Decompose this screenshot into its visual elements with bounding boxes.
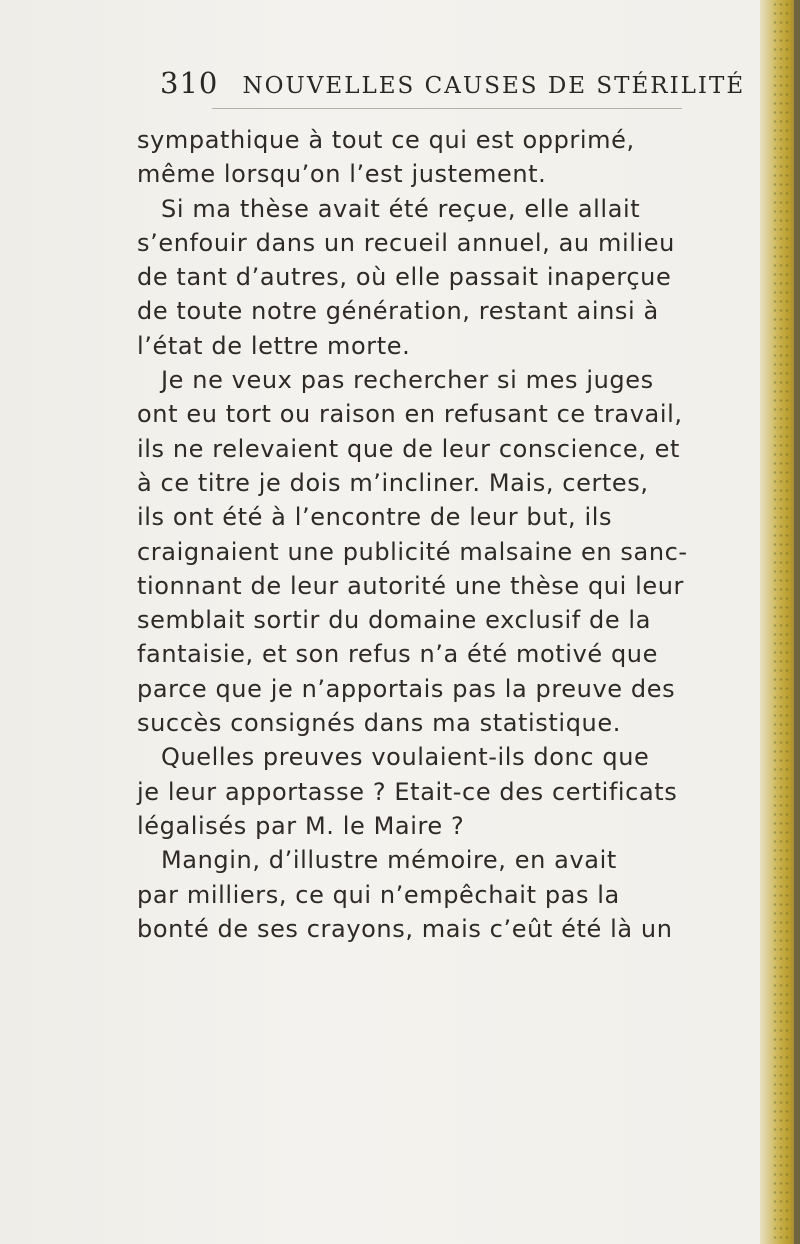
text-line: ils ne relevaient que de leur conscience, et: [137, 434, 681, 463]
text-line: ils ont été à l’encontre de leur but, ils: [137, 503, 613, 532]
header-rule: [212, 108, 682, 109]
body-text: [137, 123, 737, 946]
text-line: je leur apportasse ? Etait-ce des certificats: [137, 777, 678, 806]
page-edge-texture: [772, 0, 792, 1244]
text-line: bonté de ses crayons, mais c’eût été là un: [137, 914, 673, 943]
text-line: légalisés par M. le Maire ?: [137, 811, 465, 840]
text-line: de toute notre génération, restant ainsi à: [137, 297, 659, 326]
text-line: ont eu tort ou raison en refusant ce travail,: [137, 400, 683, 429]
text-line: Quelles preuves voulaient-ils donc que: [161, 743, 650, 772]
text-line: succès consignés dans ma statistique.: [137, 709, 621, 738]
text-line: semblait sortir du domaine exclusif de la: [137, 606, 651, 635]
page-number: 310: [160, 66, 219, 100]
text-line: Si ma thèse avait été reçue, elle allait: [161, 194, 641, 223]
page-edge-shadow: [794, 0, 800, 1244]
text-line: tionnant de leur autorité une thèse qui leur: [137, 571, 685, 600]
text-line: sympathique à tout ce qui est opprimé,: [137, 126, 635, 154]
text-line: Mangin, d’illustre mémoire, en avait: [161, 846, 617, 875]
page-header: [160, 66, 745, 100]
text-line: fantaisie, et son refus n’a été motivé que: [137, 640, 658, 669]
text-line: craignaient une publicité malsaine en sanc-: [137, 537, 688, 566]
text-line: parce que je n’apportais pas la preuve des: [137, 674, 676, 703]
text-line: à ce titre je dois m’incliner. Mais, certes,: [137, 468, 649, 497]
running-head: NOUVELLES CAUSES DE STÉRILITÉ: [242, 73, 746, 99]
text-line: par milliers, ce qui n’empêchait pas la: [137, 880, 620, 909]
text-line: même lorsqu’on l’est justement.: [137, 160, 547, 189]
text-line: s’enfouir dans un recueil annuel, au milieu: [137, 228, 675, 257]
text-line: Je ne veux pas rechercher si mes juges: [161, 366, 654, 395]
text-line: de tant d’autres, où elle passait inaperçue: [137, 263, 672, 292]
text-line: l’état de lettre morte.: [137, 331, 411, 360]
